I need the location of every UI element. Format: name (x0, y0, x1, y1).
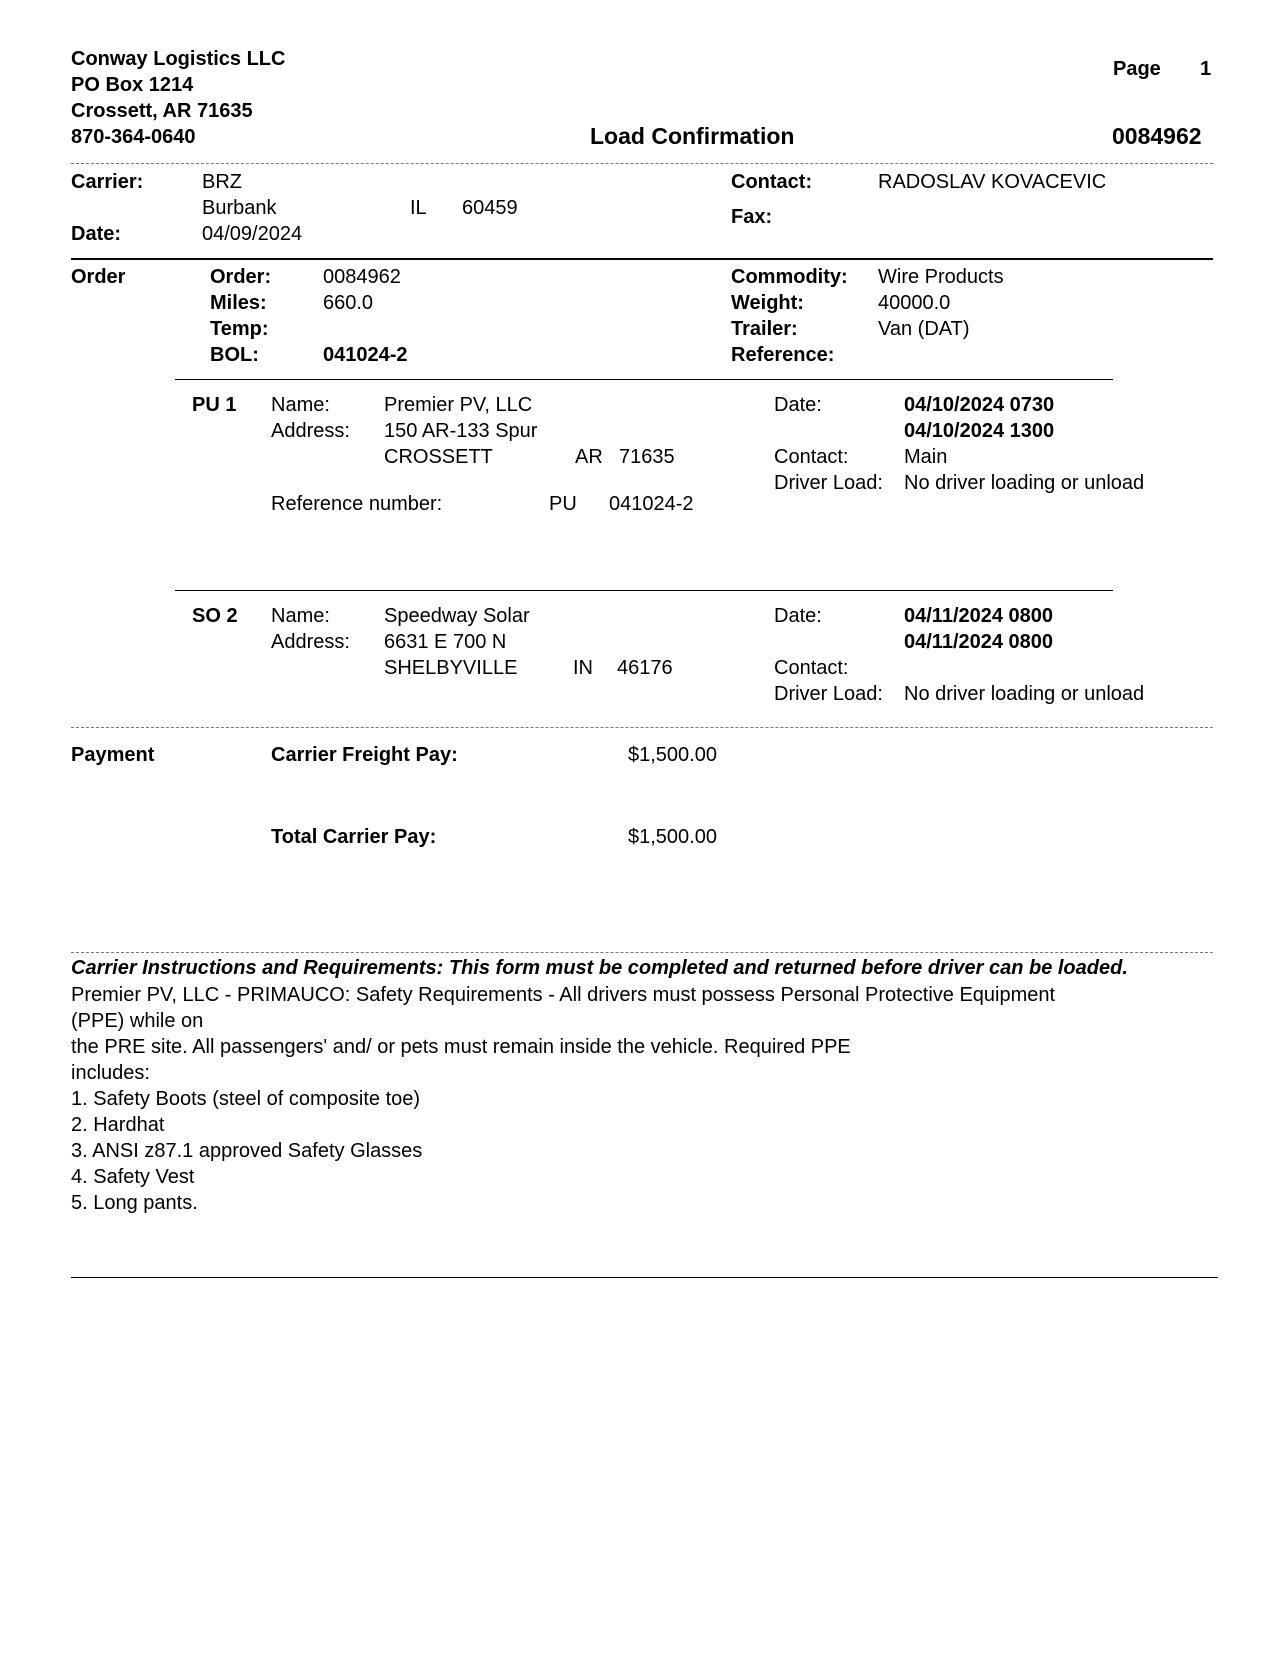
instruction-line: 1. Safety Boots (steel of composite toe) (71, 1088, 421, 1110)
stop-date-end: 04/10/2024 1300 (904, 420, 1055, 442)
instruction-line: the PRE site. All passengers' and/ or pets must remain inside the vehicle. Required PPE (71, 1036, 851, 1058)
order-label: Order: (210, 266, 272, 288)
instruction-line: (PPE) while on (71, 1010, 204, 1032)
carrier-state: IL (410, 197, 427, 219)
miles-value: 660.0 (323, 292, 374, 314)
stop-contact: Main (904, 446, 948, 468)
stop-city: SHELBYVILLE (384, 657, 518, 679)
order-section-label: Order (71, 266, 126, 288)
stop-date-start: 04/11/2024 0800 (904, 605, 1054, 627)
freight-pay-label: Carrier Freight Pay: (271, 744, 458, 766)
company-phone: 870-364-0640 (71, 126, 196, 148)
order-value: 0084962 (323, 266, 401, 288)
stop-ref-type: PU (549, 493, 577, 515)
bol-label: BOL: (210, 344, 259, 366)
company-address-line1: PO Box 1214 (71, 74, 194, 96)
stop-address-label: Address: (271, 420, 350, 442)
carrier-zip: 60459 (462, 197, 518, 219)
payment-section-label: Payment (71, 744, 155, 766)
stop-state: IN (573, 657, 593, 679)
footer-divider (71, 1277, 1218, 1278)
stop-driver-load-label: Driver Load: (774, 472, 883, 494)
payment-divider (71, 727, 1213, 728)
stop-name-label: Name: (271, 605, 330, 627)
company-name: Conway Logistics LLC (71, 48, 286, 70)
company-address-line2: Crossett, AR 71635 (71, 100, 253, 122)
instruction-line: 3. ANSI z87.1 approved Safety Glasses (71, 1140, 423, 1162)
commodity-label: Commodity: (731, 266, 848, 288)
stop-ref-value: 041024-2 (609, 493, 694, 515)
stop-contact-label: Contact: (774, 446, 849, 468)
carrier-value: BRZ (202, 171, 242, 193)
stop-ref-label: Reference number: (271, 493, 443, 515)
stop-code: SO 2 (192, 605, 238, 627)
contact-value: RADOSLAV KOVACEVIC (878, 171, 1107, 193)
stop-city: CROSSETT (384, 446, 493, 468)
commodity-value: Wire Products (878, 266, 1004, 288)
document-title: Load Confirmation (590, 123, 795, 149)
trailer-label: Trailer: (731, 318, 798, 340)
carrier-divider (71, 258, 1213, 260)
stop-state: AR (575, 446, 603, 468)
instruction-line: 4. Safety Vest (71, 1166, 195, 1188)
stop-date-label: Date: (774, 394, 822, 416)
temp-label: Temp: (210, 318, 269, 340)
contact-label: Contact: (731, 171, 813, 193)
carrier-label: Carrier: (71, 171, 144, 193)
fax-label: Fax: (731, 206, 773, 228)
miles-label: Miles: (210, 292, 267, 314)
document-number: 0084962 (1112, 123, 1202, 149)
bol-value: 041024-2 (323, 344, 408, 366)
reference-label: Reference: (731, 344, 835, 366)
weight-label: Weight: (731, 292, 804, 314)
weight-value: 40000.0 (878, 292, 951, 314)
page-label: Page (1113, 58, 1161, 80)
stop-address-label: Address: (271, 631, 350, 653)
date-value: 04/09/2024 (202, 223, 303, 245)
stop-code: PU 1 (192, 394, 237, 416)
stop-date-label: Date: (774, 605, 822, 627)
stop-driver-load: No driver loading or unload (904, 472, 1145, 494)
header-divider (71, 163, 1213, 164)
stop-street: 6631 E 700 N (384, 631, 507, 653)
stop-street: 150 AR-133 Spur (384, 420, 538, 442)
stop-contact-label: Contact: (774, 657, 849, 679)
stop-name: Premier PV, LLC (384, 394, 533, 416)
instruction-line: 5. Long pants. (71, 1192, 198, 1214)
trailer-value: Van (DAT) (878, 318, 970, 340)
date-label: Date: (71, 223, 122, 245)
instruction-line: includes: (71, 1062, 150, 1084)
stop-name-label: Name: (271, 394, 330, 416)
stop-zip: 46176 (617, 657, 673, 679)
stop-date-end: 04/11/2024 0800 (904, 631, 1054, 653)
stop-driver-load-label: Driver Load: (774, 683, 883, 705)
instructions-divider (71, 952, 1213, 953)
freight-pay-value: $1,500.00 (628, 744, 717, 766)
page-number: 1 (1200, 58, 1212, 80)
instruction-line: 2. Hardhat (71, 1114, 165, 1136)
stop-zip: 71635 (619, 446, 675, 468)
carrier-city: Burbank (202, 197, 277, 219)
stop-name: Speedway Solar (384, 605, 530, 627)
stop-date-start: 04/10/2024 0730 (904, 394, 1055, 416)
instruction-line: Premier PV, LLC - PRIMAUCO: Safety Requirements - All drivers must possess Personal Protective Equipment (71, 984, 1056, 1006)
stop-divider-2 (175, 590, 1113, 591)
stop-divider-1 (175, 379, 1113, 380)
instructions-heading: Carrier Instructions and Requirements: This form must be completed and returned before driver can be loaded. (71, 957, 1128, 979)
stop-driver-load: No driver loading or unload (904, 683, 1145, 705)
total-pay-value: $1,500.00 (628, 826, 717, 848)
total-pay-label: Total Carrier Pay: (271, 826, 437, 848)
